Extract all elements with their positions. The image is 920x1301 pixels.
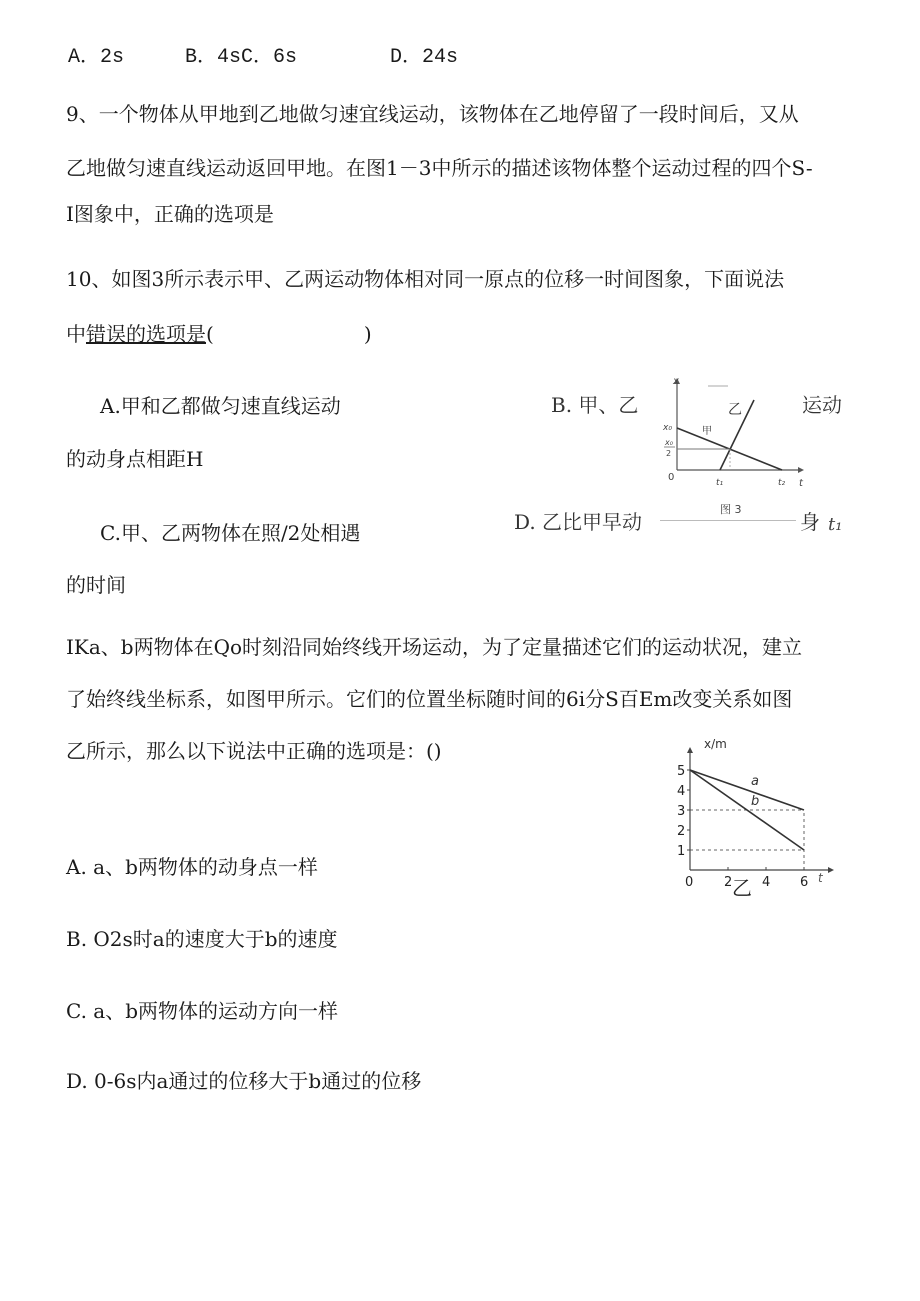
series-a-label: a xyxy=(751,774,759,789)
chart-y-label: x/m xyxy=(704,737,727,751)
series-a-line xyxy=(690,770,804,810)
q10-option-d: D. 乙比甲早动 xyxy=(514,510,643,534)
x-tick-label-6: 6 xyxy=(800,875,809,890)
q11-line-1: IKa、b两物体在Qo时刻沿同始终线开场运动，为了定量描述它们的运动状况，建立 xyxy=(66,635,803,659)
fig3-x-label: x xyxy=(673,376,679,387)
q11-line-3: 乙所示，那么以下说法中正确的选项是：() xyxy=(66,739,442,763)
q10-option-a: A.甲和乙都做匀速直线运动 xyxy=(100,394,341,418)
q10-option-d-end: 身 xyxy=(800,510,820,534)
q9-line-3: I图象中，正确的选项是 xyxy=(66,202,274,226)
y-tick-label-5: 5 xyxy=(677,764,686,779)
q10-line-2-prefix: 中 xyxy=(66,322,86,346)
x-tick-label-2: 2 xyxy=(724,875,733,890)
chart-x-label: t xyxy=(818,871,823,885)
q11-line-2: 了始终线坐标系，如图甲所示。它们的位置坐标随时间的6i分S百Em改变关系如图 xyxy=(66,687,793,711)
q10-option-d-rule xyxy=(660,520,796,521)
y-axis-arrow xyxy=(687,747,693,753)
x-axis-arrow xyxy=(828,867,834,873)
fig3-yi-label: 乙 xyxy=(728,402,742,418)
q10-paren-close: ) xyxy=(363,322,372,346)
y-tick-label-3: 3 xyxy=(677,804,686,819)
q11-chart xyxy=(670,735,850,900)
y-tick-label-1: 1 xyxy=(677,844,686,859)
chart-ticks xyxy=(677,764,808,890)
q10-option-a-cont: 的动身点相距H xyxy=(66,447,204,471)
q11-option-b: B. O2s时a的速度大于b的速度 xyxy=(66,927,338,951)
q10-option-d-t1: t₁ xyxy=(828,514,843,535)
fig3-half-x0-top: x₀ xyxy=(665,438,673,447)
q8-option-b-c: B．4sC．6s xyxy=(185,46,298,69)
q10-underlined-phrase: 错误的选项是 xyxy=(86,322,206,346)
q10-option-b: B. 甲、乙 xyxy=(551,393,639,417)
q9-line-2: 乙地做匀速直线运动返回甲地。在图1－3中所示的描述该物体整个运动过程的四个S- xyxy=(66,156,813,180)
series-b-label: b xyxy=(751,794,760,809)
chart-caption: 乙 xyxy=(732,876,752,900)
fig3-half-x0-bottom: 2 xyxy=(666,449,672,458)
fig3-t-label: t xyxy=(799,478,803,489)
fig3-origin: 0 xyxy=(668,472,675,483)
y-tick-label-4: 4 xyxy=(677,784,686,799)
fig3-x0-label: x₀ xyxy=(663,423,672,433)
q8-option-a: A．2s xyxy=(68,46,125,69)
q8-option-d: D．24s xyxy=(390,46,459,69)
fig3-caption: 图 3 xyxy=(720,503,742,516)
q10-option-b-end: 运动 xyxy=(802,393,842,417)
q11-option-c: C. a、b两物体的运动方向一样 xyxy=(66,999,339,1023)
chart-guides xyxy=(690,810,804,870)
fig3-t-arrow xyxy=(798,467,804,473)
figure-3-graph xyxy=(650,370,810,520)
q10-option-c-cont: 的时间 xyxy=(66,573,126,597)
q11-option-d: D. 0-6s内a通过的位移大于b通过的位移 xyxy=(66,1069,422,1093)
q10-option-c: C.甲、乙两物体在照/2处相遇 xyxy=(100,521,361,545)
x-tick-label-4: 4 xyxy=(762,875,771,890)
x-tick-label-0: 0 xyxy=(685,875,694,890)
q10-line-1: 10、如图3所示表示甲、乙两运动物体相对同一原点的位移一时间图象，下面说法 xyxy=(66,267,785,291)
fig3-jia-label: 甲 xyxy=(702,426,712,437)
q9-line-1: 9、一个物体从甲地到乙地做匀速宜线运动，该物体在乙地停留了一段时间后，又从 xyxy=(66,102,799,126)
q10-paren-open: ( xyxy=(206,322,214,346)
y-tick-label-2: 2 xyxy=(677,824,686,839)
q10-line-2 xyxy=(66,321,372,347)
fig3-t2-label: t₂ xyxy=(778,478,786,488)
q11-option-a: A. a、b两物体的动身点一样 xyxy=(66,855,318,879)
fig3-t1-label: t₁ xyxy=(716,478,724,488)
